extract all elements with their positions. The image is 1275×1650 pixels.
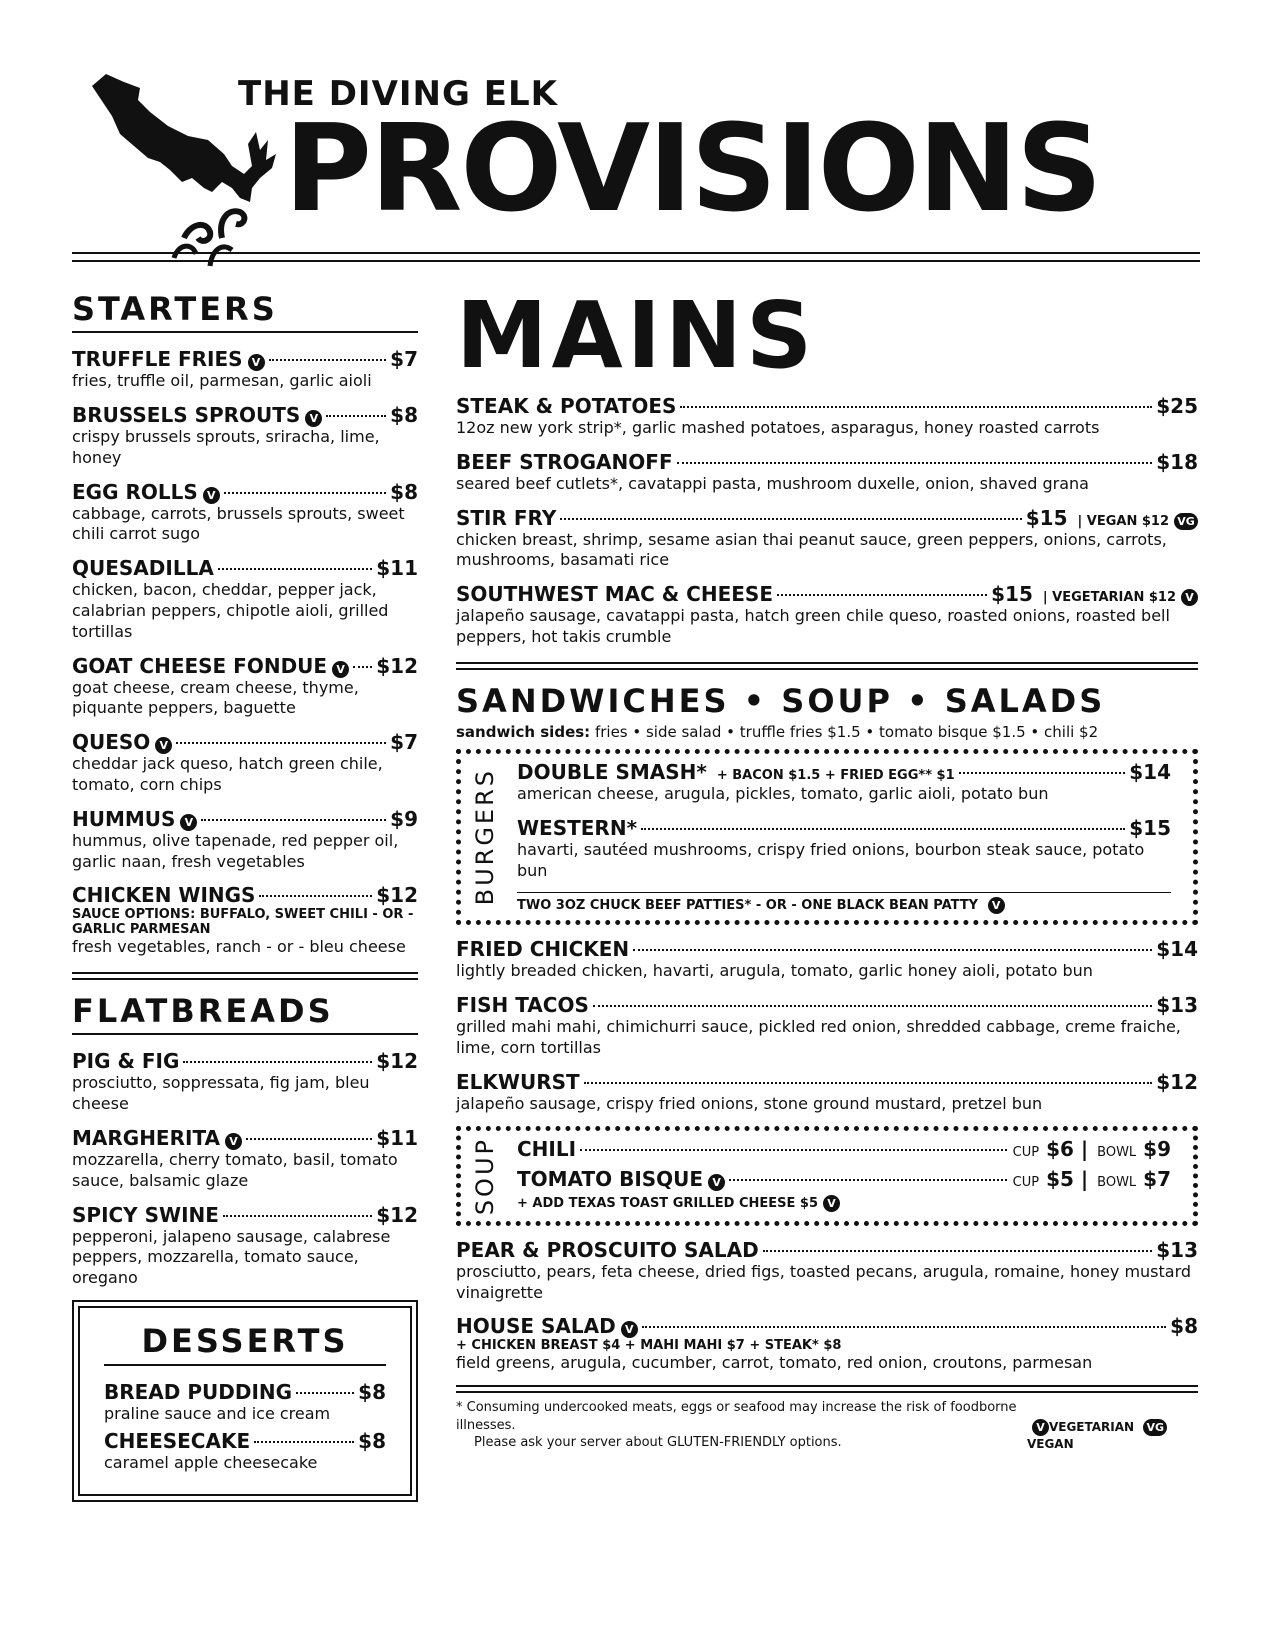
leader-dots	[326, 415, 386, 417]
item-price: $13	[1156, 1237, 1198, 1262]
item-name: HUMMUS	[72, 806, 176, 831]
sandwich-list	[456, 937, 1198, 1114]
item-description: pepperoni, jalapeno sausage, calabrese peppers, mozzarella, tomato sauce, oregano	[72, 1226, 391, 1288]
soup-addon: + ADD TEXAS TOAST GRILLED CHEESE $5 V	[517, 1195, 1171, 1212]
item-description: american cheese, arugula, pickles, tomato, garlic aioli, potato bun	[517, 783, 1049, 803]
menu-item	[456, 937, 1198, 982]
item-description: chicken breast, shrimp, sesame asian thai peanut sauce, green peppers, onions, carrots, mushrooms, basamati rice	[456, 529, 1167, 570]
vegetarian-icon: V	[1032, 1419, 1049, 1436]
item-name: GOAT CHEESE FONDUE	[72, 653, 328, 678]
item-addons: + BACON $1.5 + FRIED EGG** $1	[716, 767, 955, 783]
item-price: $12	[376, 1202, 418, 1227]
item-name: QUESADILLA	[72, 556, 214, 581]
footnote	[456, 1399, 1198, 1452]
menu-item	[72, 1126, 418, 1192]
item-name: BEEF STROGANOFF	[456, 449, 673, 474]
desserts-title: DESSERTS	[141, 1321, 349, 1360]
leader-dots	[223, 1215, 372, 1217]
item-description: 12oz new york strip*, garlic mashed potatoes, asparagus, honey roasted carrots	[456, 418, 1100, 437]
menu-item	[456, 1314, 1198, 1374]
item-description: prosciutto, soppressata, fig jam, bleu cheese	[72, 1073, 370, 1114]
item-name: STIR FRY	[456, 505, 557, 530]
menu-item	[104, 1429, 386, 1474]
item-description: cabbage, carrots, brussels sprouts, sweet chili carrot sugo	[72, 503, 405, 544]
item-description: chicken, bacon, cheddar, pepper jack, calabrian peppers, chipotle aioli, grilled tortillas	[72, 580, 389, 641]
vegetarian-icon: V	[155, 737, 172, 754]
item-description: mozzarella, cherry tomato, basil, tomato sauce, balsamic glaze	[72, 1149, 398, 1190]
item-description: prosciutto, pears, feta cheese, dried figs, toasted pecans, arugula, romaine, honey mustard vinaigrette	[456, 1261, 1192, 1302]
item-name: STEAK & POTATOES	[456, 394, 677, 418]
item-price: $11	[376, 1125, 418, 1150]
item-name: SOUTHWEST MAC & CHEESE	[456, 582, 773, 607]
soup-box	[456, 1126, 1198, 1226]
item-name: PEAR & PROSCUITO SALAD	[456, 1237, 759, 1262]
brand-title: PROVISIONS	[284, 100, 1101, 239]
item-price: $15	[1129, 815, 1171, 840]
leader-dots	[269, 359, 387, 361]
item-price: $25	[1156, 394, 1198, 418]
item-price: $11	[376, 556, 418, 581]
item-description: fresh vegetables, ranch - or - bleu cheese	[72, 937, 406, 957]
leader-dots	[259, 895, 372, 897]
item-description: field greens, arugula, cucumber, carrot, tomato, red onion, croutons, parmesan	[456, 1353, 1093, 1373]
burgers-label: BURGERS	[471, 768, 499, 906]
patty-note: TWO 3OZ CHUCK BEEF PATTIES* - OR - ONE BLACK BEAN PATTY V	[517, 892, 1171, 914]
item-price: $7	[390, 347, 418, 372]
vegetarian-icon: V	[988, 897, 1005, 914]
item-description: cheddar jack queso, hatch green chile, tomato, corn chips	[72, 754, 383, 794]
item-name: SPICY SWINE	[72, 1202, 219, 1227]
sauce-options: SAUCE OPTIONS: BUFFALO, SWEET CHILI - OR - GARLIC PARMESAN	[72, 907, 414, 938]
item-description: caramel apple cheesecake	[104, 1452, 318, 1472]
item-name: BRUSSELS SPROUTS	[72, 402, 301, 427]
item-name: ELKWURST	[456, 1069, 580, 1094]
item-description: crispy brussels sprouts, sriracha, lime, honey	[72, 426, 380, 467]
leader-dots	[593, 1005, 1152, 1007]
menu-item	[72, 347, 418, 392]
item-price: $14	[1156, 937, 1198, 962]
leader-dots	[201, 819, 386, 821]
leader-dots	[254, 1441, 354, 1443]
item-name: WESTERN*	[517, 815, 638, 840]
flatbreads-list	[72, 1049, 418, 1289]
item-price: $15	[991, 582, 1033, 607]
menu-item	[72, 556, 418, 642]
item-price: $12	[376, 653, 418, 678]
soup-bisque: TOMATO BISQUE V CUP $5 | BOWL $7	[517, 1166, 1171, 1191]
left-column	[72, 292, 418, 1502]
sides-label: sandwich sides:	[456, 722, 591, 741]
sides-text: fries • side salad • truffle fries $1.5 • tomato bisque $1.5 • chili $2	[594, 722, 1099, 741]
vegetarian-icon: V	[225, 1133, 242, 1150]
item-name: HOUSE SALAD	[456, 1314, 616, 1339]
flatbreads-title: FLATBREADS	[72, 992, 334, 1031]
section-rule	[72, 331, 418, 333]
section-divider	[456, 1385, 1198, 1393]
leader-dots	[680, 406, 1152, 408]
footnote-warning: * Consuming undercooked meats, eggs or seafood may increase the risk of foodborne illnesses.	[456, 1400, 1017, 1433]
item-price: $18	[1156, 449, 1198, 474]
leader-dots	[633, 949, 1152, 951]
menu-item	[456, 450, 1198, 495]
leader-dots	[560, 518, 1021, 520]
vegetarian-icon: V	[708, 1174, 725, 1191]
leader-dots	[777, 594, 987, 596]
leader-dots	[218, 568, 372, 570]
item-description: seared beef cutlets*, cavatappi pasta, mushroom duxelle, onion, shaved grana	[456, 473, 1089, 493]
leader-dots	[183, 1061, 372, 1063]
menu-item	[517, 816, 1171, 882]
soup-chili: CHILI CUP $6 | BOWL $9	[517, 1136, 1171, 1161]
leader-dots	[296, 1392, 354, 1394]
menu-item	[72, 883, 418, 958]
item-description: lightly breaded chicken, havarti, arugula, tomato, garlic honey aioli, potato bun	[456, 961, 1093, 981]
vegan-icon: VG	[1143, 1419, 1167, 1436]
item-alt-price: | VEGAN $12	[1077, 513, 1169, 529]
item-price: $12	[1156, 1069, 1198, 1094]
item-name: QUESO	[72, 730, 151, 755]
mains-list	[456, 394, 1198, 648]
item-name: DOUBLE SMASH*	[517, 759, 707, 784]
item-name: CHEESECAKE	[104, 1428, 251, 1453]
item-price: $7	[390, 730, 418, 755]
menu-item	[72, 1203, 418, 1289]
section-divider	[456, 662, 1198, 670]
vegetarian-icon: V	[248, 354, 265, 371]
menu-item	[456, 1070, 1198, 1115]
soup-label: SOUP	[471, 1136, 499, 1215]
desserts-list	[104, 1380, 386, 1474]
diet-legend: V VEGETARIAN VGVEGAN	[1027, 1419, 1198, 1452]
starters-list	[72, 347, 418, 958]
item-name: FRIED CHICKEN	[456, 937, 630, 962]
item-description: goat cheese, cream cheese, thyme, piquante peppers, baguette	[72, 677, 359, 718]
item-price: $8	[358, 1428, 386, 1453]
item-name: CHILI	[517, 1136, 577, 1161]
leader-dots	[584, 1082, 1153, 1084]
item-name: MARGHERITA	[72, 1125, 221, 1150]
restaurant-name: THE DIVING ELK	[238, 74, 558, 114]
vegetarian-icon: V	[621, 1321, 638, 1338]
vegetarian-icon: V	[332, 661, 349, 678]
item-description: praline sauce and ice cream	[104, 1403, 331, 1423]
leader-dots	[677, 462, 1153, 464]
item-description: grilled mahi mahi, chimichurri sauce, pickled red onion, shredded cabbage, creme fraiche, lime, corn tortillas	[456, 1017, 1181, 1057]
item-price: $13	[1156, 993, 1198, 1018]
menu-item	[72, 654, 418, 720]
section-rule	[104, 1364, 386, 1366]
item-addons: + CHICKEN BREAST $4 + MAHI MAHI $7 + STEAK* $8	[456, 1338, 842, 1354]
menu-item	[456, 1238, 1198, 1304]
menu-item	[456, 582, 1198, 648]
item-price: $8	[1170, 1314, 1198, 1339]
starters-title: STARTERS	[72, 290, 278, 328]
menu-item	[72, 403, 418, 469]
menu-item	[456, 993, 1198, 1059]
vegetarian-icon: V	[823, 1195, 840, 1212]
item-price: $8	[358, 1379, 386, 1404]
leader-dots	[246, 1138, 372, 1140]
menu-item	[72, 480, 418, 546]
leader-dots	[959, 772, 1126, 774]
item-price: $8	[390, 479, 418, 504]
item-price: $12	[376, 1049, 418, 1074]
menu-item	[72, 730, 418, 796]
leader-dots	[729, 1179, 1007, 1181]
item-alt-price: | VEGETARIAN $12	[1042, 590, 1176, 606]
header-rule	[72, 252, 1200, 254]
item-price: $14	[1129, 759, 1171, 784]
leader-dots	[353, 666, 372, 668]
header-rule	[72, 260, 1200, 262]
menu-header	[72, 64, 1200, 274]
item-price: $15	[1025, 505, 1068, 530]
item-name: TRUFFLE FRIES	[72, 347, 243, 372]
item-description: hummus, olive tapenade, red pepper oil, garlic naan, fresh vegetables	[72, 830, 399, 871]
vegetarian-icon: V	[180, 814, 197, 831]
vegetarian-icon: V	[1181, 589, 1198, 606]
menu-item	[72, 1049, 418, 1115]
vegetarian-icon: V	[305, 410, 322, 427]
item-name: PIG & FIG	[72, 1049, 180, 1074]
item-description: jalapeño sausage, crispy fried onions, stone ground mustard, pretzel bun	[456, 1093, 1043, 1113]
menu-item	[456, 394, 1198, 439]
menu-item	[104, 1380, 386, 1425]
leader-dots	[641, 828, 1125, 830]
menu-item	[72, 807, 418, 873]
section-rule	[72, 1033, 418, 1035]
right-column	[456, 282, 1198, 1452]
leader-dots	[763, 1250, 1153, 1252]
leader-dots	[642, 1326, 1166, 1328]
item-name: CHICKEN WINGS	[72, 883, 256, 908]
item-description: fries, truffle oil, parmesan, garlic aioli	[72, 371, 372, 391]
leader-dots	[176, 742, 386, 744]
leader-dots	[224, 492, 386, 494]
item-description: havarti, sautéed mushrooms, crispy fried onions, bourbon steak sauce, potato bun	[517, 839, 1145, 880]
item-description: jalapeño sausage, cavatappi pasta, hatch green chile queso, roasted onions, roasted bell peppers, hot takis crumble	[456, 606, 1170, 646]
vegan-icon: VG	[1174, 513, 1198, 530]
menu-item	[456, 506, 1198, 572]
footnote-gluten: Please ask your server about GLUTEN-FRIENDLY options.	[474, 1435, 842, 1451]
mains-title: MAINS	[456, 282, 817, 389]
item-name: EGG ROLLS	[72, 479, 198, 504]
leader-dots	[580, 1149, 1007, 1151]
desserts-box	[72, 1300, 418, 1502]
sandwiches-title: SANDWICHES • SOUP • SALADS	[456, 681, 1106, 720]
sandwich-sides	[456, 723, 1198, 741]
item-name: TOMATO BISQUE	[517, 1166, 704, 1191]
burgers-box	[456, 749, 1198, 925]
item-price: $8	[390, 402, 418, 427]
menu-item	[517, 760, 1171, 805]
item-name: FISH TACOS	[456, 993, 589, 1018]
item-price: $9	[390, 806, 418, 831]
item-name: BREAD PUDDING	[104, 1379, 293, 1404]
vegetarian-icon: V	[203, 487, 220, 504]
item-price: $12	[376, 883, 418, 908]
section-divider	[72, 972, 418, 980]
